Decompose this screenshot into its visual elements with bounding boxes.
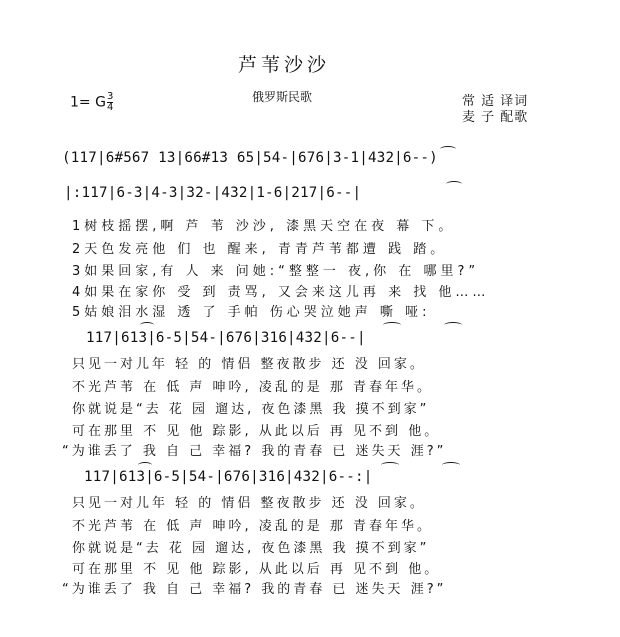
chorus2-tie-2 — [381, 462, 399, 468]
chorus1-notation: 117|613|6-5|54-|676|316|432|6--| — [86, 330, 366, 346]
chorus1-tie-1 — [140, 322, 154, 328]
key-label: 1= G — [70, 94, 106, 111]
chorus2-lyric-2: 不光芦苇 在 低 声 呻吟, 凌乱的是 那 青春年华。 — [72, 519, 434, 534]
chorus1-lyric-1: 只见一对儿年 轻 的 情侣 整夜散步 还 没 回家。 — [72, 357, 426, 372]
verse-lyric-2: 2天色发亮他 们 也 醒来, 青青芦苇都遭 践 踏。 — [72, 242, 448, 257]
verse-lyric-1: 1树枝摇摆,啊 芦 苇 沙沙, 漆黑天空在夜 幕 下。 — [72, 219, 456, 234]
verse-lyric-3: 3如果回家,有 人 来 问她:“整整一 夜,你 在 哪里?” — [72, 264, 480, 279]
chorus2-tie-3 — [442, 462, 460, 468]
song-origin: 俄罗斯民歌 — [252, 90, 313, 104]
verse-lyric-5: 5姑娘泪水湿 透 了 手帕 伤心哭泣她声 嘶 哑: — [72, 305, 431, 320]
chorus1-lyric-3: 你就说是“去 花 园 遛达, 夜色漆黑 我 摸不到家” — [72, 402, 430, 417]
key-signature — [70, 92, 113, 113]
translator-credit: 常 适 译词 — [462, 94, 529, 109]
time-bottom: 4 — [106, 102, 114, 113]
chorus2-lyric-5: “为谁丢了 我 自 己 幸福? 我的青春 已 迷失天 涯?” — [62, 582, 447, 597]
chorus1-lyric-5: “为谁丢了 我 自 己 幸福? 我的青春 已 迷失天 涯?” — [62, 444, 447, 459]
time-top: 3 — [106, 91, 114, 102]
chorus2-lyric-4: 可在那里 不 见 他 踪影, 从此以后 再 见不到 他。 — [72, 562, 441, 577]
chorus2-lyric-1: 只见一对儿年 轻 的 情侣 整夜散步 还 没 回家。 — [72, 496, 426, 511]
verse-notation: |:117|6-3|4-3|32-|432|1-6|217|6--| — [64, 185, 362, 201]
chorus2-notation: 117|613|6-5|54-|676|316|432|6--:| — [84, 469, 373, 485]
chorus2-lyric-3: 你就说是“去 花 园 遛达, 夜色漆黑 我 摸不到家” — [72, 541, 430, 556]
verse-lyric-4: 4如果在家你 受 到 责骂, 又会来这儿再 来 找 他…… — [72, 285, 490, 300]
chorus1-lyric-4: 可在那里 不 见 他 踪影, 从此以后 再 见不到 他。 — [72, 424, 441, 439]
chorus1-tie-3 — [444, 322, 462, 328]
chorus1-lyric-2: 不光芦苇 在 低 声 呻吟, 凌乱的是 那 青春年华。 — [72, 380, 434, 395]
verse-tie — [446, 181, 462, 187]
arranger-credit: 麦 子 配歌 — [462, 110, 529, 125]
chorus1-tie-2 — [383, 322, 401, 328]
intro-notation: (117|6#567 13|66#13 65|54-|676|3-1|432|6--) — [62, 150, 438, 166]
intro-tie — [440, 146, 456, 152]
time-signature — [107, 92, 113, 113]
song-title: 芦苇沙沙 — [238, 54, 331, 76]
chorus2-tie-1 — [138, 462, 152, 468]
